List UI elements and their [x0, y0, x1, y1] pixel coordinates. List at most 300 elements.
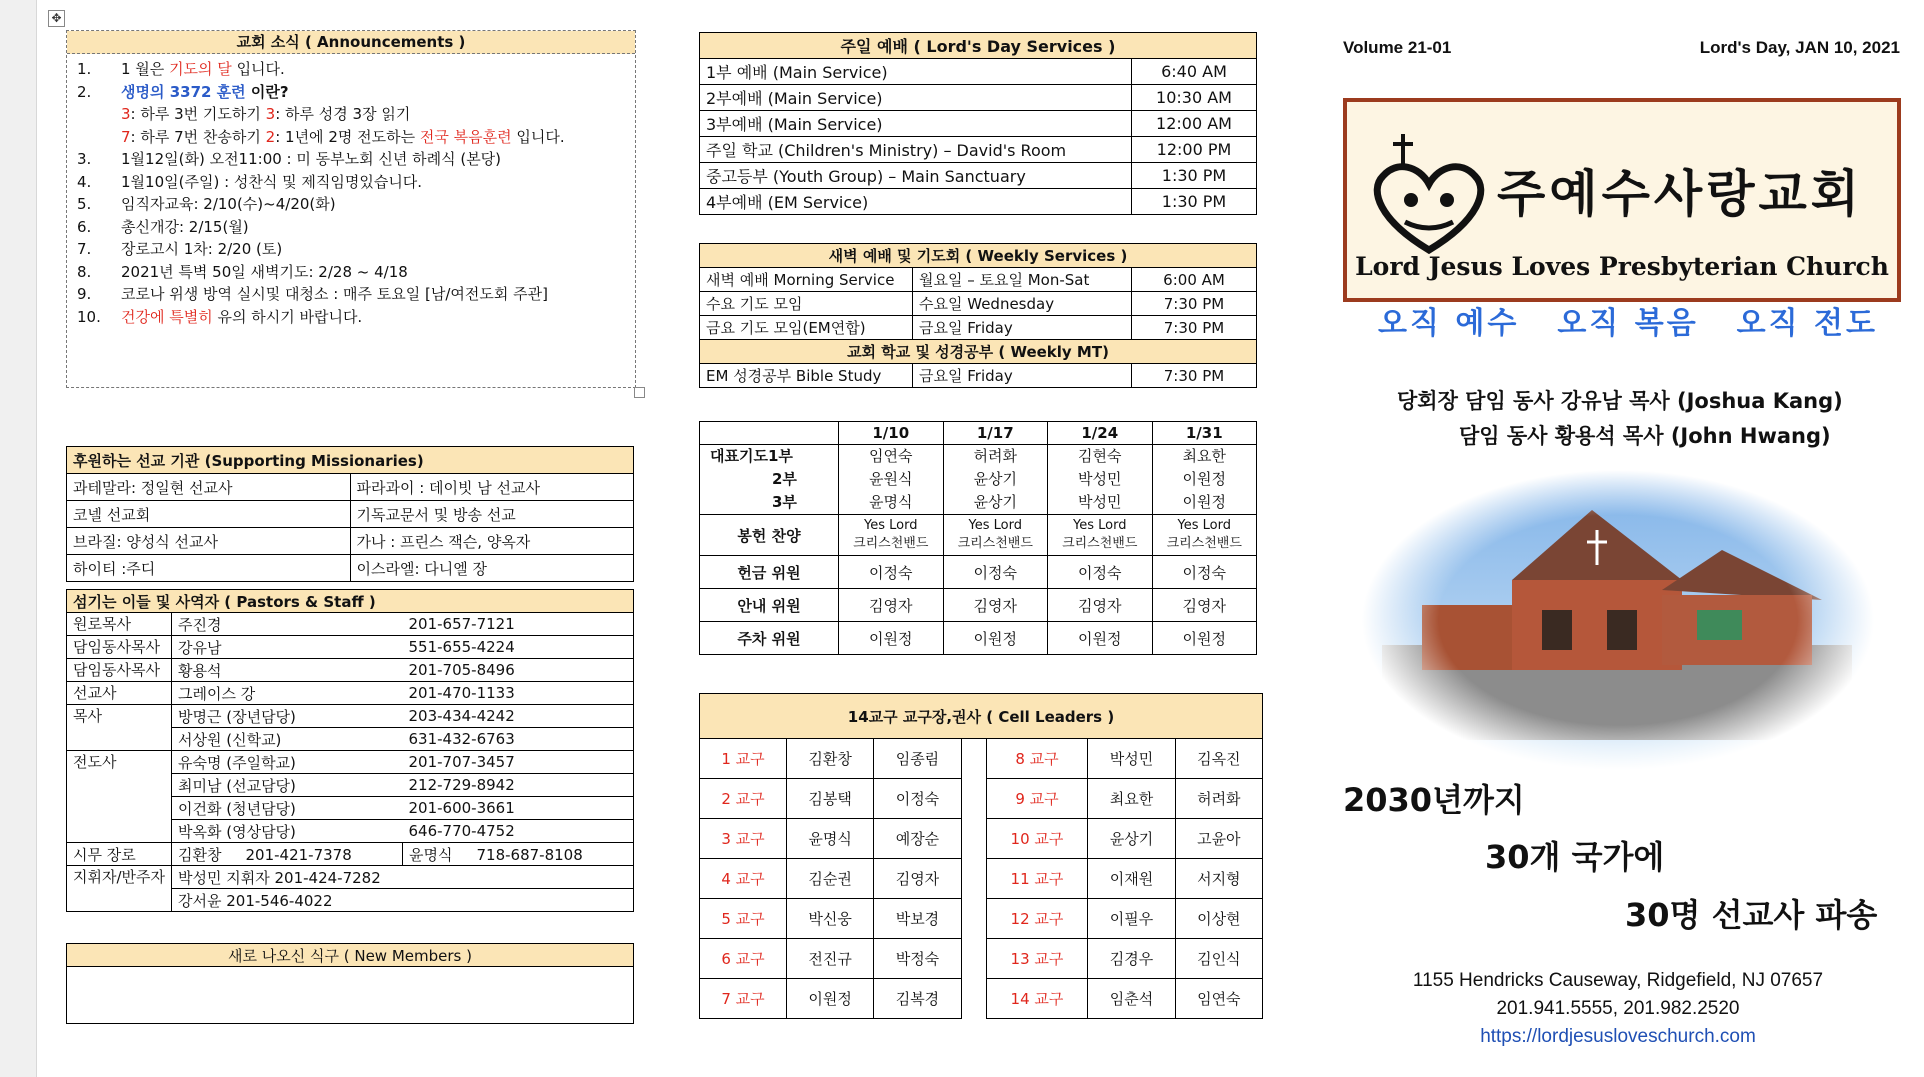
cell-gap — [961, 979, 986, 1019]
cell-number: 10 교구 — [986, 819, 1088, 859]
cell-leader-name: 박신웅 — [787, 899, 874, 939]
missionary-cell: 과테말라: 정일현 선교사 — [67, 474, 351, 501]
announcement-text — [121, 238, 282, 261]
staff-role: 선교사 — [67, 682, 172, 705]
announcement-number — [67, 103, 121, 126]
cell-leader-name: 이원정 — [787, 979, 874, 1019]
announcement-text — [121, 103, 410, 126]
announcement-text-part: 임직자교육: 2/10(수)~4/20(화) — [121, 195, 336, 213]
weekly-title: 새벽 예배 및 기도회 ( Weekly Services ) — [700, 244, 1257, 268]
prayer-label: 3부 — [772, 493, 797, 511]
new-members-table — [66, 943, 634, 1024]
duty-corner — [700, 422, 839, 445]
cell-number: 7 교구 — [700, 979, 787, 1019]
weekly-cell: EM 성경공부 Bible Study — [700, 364, 913, 388]
cell-number: 2 교구 — [700, 779, 787, 819]
missionary-row — [67, 528, 634, 555]
service-time: 1:30 PM — [1132, 189, 1257, 215]
duty-usher-cell: 김영자 — [1152, 589, 1257, 622]
staff-name: 최미남 (선교담당) — [172, 774, 403, 797]
duty-usher-row — [700, 589, 1257, 622]
elder-entry — [403, 843, 634, 866]
prayer-name: 이원정 — [1182, 493, 1226, 511]
announcement-item — [67, 58, 635, 81]
staff-name: 방명근 (장년담당) — [172, 705, 403, 728]
duty-label — [700, 445, 839, 515]
editor-margin — [0, 0, 37, 1077]
missionary-cell: 기독교문서 및 방송 선교 — [350, 501, 634, 528]
staff-role: 시무 장로 — [67, 843, 172, 866]
weekly-row — [700, 316, 1257, 340]
church-website-link[interactable]: https://lordjesusloveschurch.com — [1480, 1026, 1756, 1047]
announcement-text — [121, 148, 501, 171]
service-time: 10:30 AM — [1132, 85, 1257, 111]
cell-number: 11 교구 — [986, 859, 1088, 899]
duty-offering-cell: 이정숙 — [1152, 556, 1257, 589]
service-name: 중고등부 (Youth Group) – Main Sanctuary — [700, 163, 1132, 189]
weekly-row — [700, 268, 1257, 292]
announcement-number: 3. — [77, 150, 92, 168]
weekly-cell: 월요일 – 토요일 Mon-Sat — [913, 268, 1132, 292]
service-row — [700, 85, 1257, 111]
duty-label: 봉헌 찬양 — [700, 515, 839, 556]
missionaries-table — [66, 446, 634, 582]
announcements-list — [67, 58, 635, 328]
cell-leader-name: 허려화 — [1175, 779, 1262, 819]
senior-pastor-line: 당회장 담임 동사 강유남 목사 (Joshua Kang) — [1397, 389, 1843, 413]
duty-prayer-cell — [1152, 445, 1257, 515]
cell-leader-name: 김순권 — [787, 859, 874, 899]
new-members-body — [67, 967, 634, 1024]
cell-gap — [961, 859, 986, 899]
missionary-cell: 하이티 :주디 — [67, 555, 351, 582]
logo-english-name: Lord Jesus Loves Presbyterian Church — [1355, 252, 1889, 281]
elder-name: 김환창 — [178, 845, 222, 864]
service-row — [700, 111, 1257, 137]
heart-cross-logo-icon — [1369, 130, 1489, 260]
service-name: 4부예배 (EM Service) — [700, 189, 1132, 215]
staff-role: 담임동사목사 — [67, 636, 172, 659]
announcement-text — [121, 283, 548, 306]
choir-text: Yes Lord — [864, 518, 918, 533]
service-time: 1:30 PM — [1132, 163, 1257, 189]
prayer-name: 윤상기 — [973, 470, 1017, 488]
service-name: 1부 예배 (Main Service) — [700, 59, 1132, 85]
missionaries-title: 후원하는 선교 기관 (Supporting Missionaries) — [67, 447, 634, 474]
prayer-label: 2부 — [772, 470, 797, 488]
announcement-item — [67, 103, 635, 126]
staff-name: 박옥화 (영상담당) — [172, 820, 403, 843]
staff-role: 지휘자/반주자 — [67, 866, 172, 912]
duty-label: 주차 위원 — [700, 622, 839, 655]
duty-date: 1/17 — [943, 422, 1048, 445]
announcement-text — [121, 58, 285, 81]
staff-row — [67, 636, 634, 659]
staff-phone: 631-432-6763 — [403, 728, 634, 751]
cell-gap — [961, 939, 986, 979]
cell-leader-name: 임연숙 — [1175, 979, 1262, 1019]
missionary-cell: 파라과이 : 데이빗 남 선교사 — [350, 474, 634, 501]
announcement-number: 8. — [77, 262, 92, 281]
announcement-item — [67, 81, 635, 104]
prayer-name: 윤상기 — [973, 493, 1017, 511]
cell-number: 3 교구 — [700, 819, 787, 859]
cell-leader-name: 김옥진 — [1175, 739, 1262, 779]
prayer-name: 이원정 — [1182, 470, 1226, 488]
announcement-text-part: : 하루 성경 3장 읽기 — [275, 105, 411, 123]
duty-parking-cell: 이원정 — [943, 622, 1048, 655]
duty-parking-cell: 이원정 — [1152, 622, 1257, 655]
leader-row — [67, 866, 634, 889]
church-address: 1155 Hendricks Causeway, Ridgefield, NJ 07657 — [1412, 970, 1824, 991]
staff-row — [67, 751, 634, 774]
cell-leader-name: 임춘석 — [1088, 979, 1175, 1019]
cell-row — [700, 899, 1263, 939]
cell-number: 6 교구 — [700, 939, 787, 979]
cell-leader-name: 고윤아 — [1175, 819, 1262, 859]
choir-text: Yes Lord — [1073, 518, 1127, 533]
duty-offering-row — [700, 556, 1257, 589]
service-time: 12:00 AM — [1132, 111, 1257, 137]
duty-header-row — [700, 422, 1257, 445]
cell-leader-name: 김영자 — [874, 859, 961, 899]
cell-number: 9 교구 — [986, 779, 1088, 819]
announcement-item — [67, 261, 635, 284]
staff-phone: 203-434-4242 — [403, 705, 634, 728]
cell-row — [700, 779, 1263, 819]
prayer-name: 최요한 — [1182, 447, 1226, 465]
announcement-item — [67, 306, 635, 329]
announcement-text-part: 3 — [265, 105, 276, 123]
volume-label: Volume 21-01 — [1343, 38, 1452, 57]
prayer-name: 허려화 — [973, 447, 1017, 465]
cell-leader-name: 김인식 — [1175, 939, 1262, 979]
staff-row — [67, 682, 634, 705]
announcement-text-part: 장로고시 1차: 2/20 (토) — [121, 240, 283, 258]
announcement-text-part: 입니다. — [511, 127, 565, 146]
duty-prayer-cell — [943, 445, 1048, 515]
cell-row — [700, 939, 1263, 979]
weekly-cell: 7:30 PM — [1132, 316, 1257, 340]
announcement-text-part: 생명의 3372 훈련 — [121, 82, 246, 101]
duty-choir-cell — [1152, 515, 1257, 556]
duty-label: 헌금 위원 — [700, 556, 839, 589]
cell-leader-name: 이필우 — [1088, 899, 1175, 939]
announcement-item — [67, 283, 635, 306]
staff-name: 주진경 — [172, 613, 403, 636]
cell-leader-name: 김복경 — [874, 979, 961, 1019]
cell-number: 14 교구 — [986, 979, 1088, 1019]
prayer-name: 윤명식 — [869, 493, 913, 511]
elder-entry — [172, 843, 403, 866]
weekly-subheader-row — [700, 340, 1257, 364]
cell-number: 4 교구 — [700, 859, 787, 899]
staff-role: 원로목사 — [67, 613, 172, 636]
announcement-text-part: 총신개강: 2/15(월) — [121, 217, 249, 236]
weekly-cell: 금요 기도 모임(EM연합) — [700, 316, 913, 340]
staff-phone: 201-600-3661 — [403, 797, 634, 820]
cell-leader-name: 이정숙 — [874, 779, 961, 819]
cell-leader-name: 김환창 — [787, 739, 874, 779]
weekly-row — [700, 364, 1257, 388]
cell-leader-name: 윤상기 — [1088, 819, 1175, 859]
cell-number: 13 교구 — [986, 939, 1088, 979]
announcement-text-part: 1 월은 — [121, 60, 170, 78]
staff-phone: 551-655-4224 — [403, 636, 634, 659]
cell-row — [700, 819, 1263, 859]
duty-choir-row — [700, 515, 1257, 556]
slogan-3: 오직 전도 — [1736, 306, 1878, 341]
missionary-cell: 가나 : 프린스 잭슨, 양옥자 — [350, 528, 634, 555]
announcement-item — [67, 126, 635, 149]
church-logo — [1343, 98, 1901, 302]
prayer-name: 임연숙 — [869, 447, 913, 465]
choir-text: Yes Lord — [968, 518, 1022, 533]
staff-row — [67, 659, 634, 682]
resize-handle[interactable] — [634, 387, 645, 398]
announcement-number: 9. — [77, 285, 92, 303]
staff-table — [66, 589, 634, 912]
leader-entry: 강서윤 201-546-4022 — [172, 889, 634, 912]
service-row — [700, 163, 1257, 189]
cell-row — [700, 979, 1263, 1019]
announcement-text-part: : 1년에 2명 전도하는 — [275, 127, 420, 146]
announcement-text-part: : 하루 3번 기도하기 — [130, 105, 266, 123]
announcement-item — [67, 238, 635, 261]
prayer-name: 박성민 — [1078, 493, 1122, 511]
duty-parking-row — [700, 622, 1257, 655]
announcement-text — [121, 216, 249, 239]
cell-gap — [961, 899, 986, 939]
weekly-cell: 7:30 PM — [1132, 292, 1257, 316]
weekly-cell: 6:00 AM — [1132, 268, 1257, 292]
duty-date: 1/31 — [1152, 422, 1257, 445]
elder-phone: 718-687-8108 — [476, 845, 583, 864]
staff-title: 섬기는 이들 및 사역자 ( Pastors & Staff ) — [67, 590, 634, 613]
missionary-cell: 브라질: 양성식 선교사 — [67, 528, 351, 555]
church-building-photo — [1362, 470, 1874, 770]
announcement-text — [121, 126, 565, 149]
announcement-text-part: 유의 하시기 바랍니다. — [212, 307, 363, 326]
missionary-cell: 코넬 선교회 — [67, 501, 351, 528]
announcement-number: 7. — [77, 240, 92, 258]
duty-prayer-cell — [839, 445, 944, 515]
announcement-number — [67, 126, 121, 149]
co-pastor-line: 담임 동사 황용석 목사 (John Hwang) — [1459, 424, 1831, 448]
duty-choir-cell — [943, 515, 1048, 556]
duty-usher-cell: 김영자 — [943, 589, 1048, 622]
announcement-text-part: 7 — [121, 127, 131, 146]
announcement-item — [67, 193, 635, 216]
staff-phone: 201-657-7121 — [403, 613, 634, 636]
cell-leaders-table — [699, 693, 1263, 1019]
cell-gap — [961, 739, 986, 779]
church-phone: 201.941.5555, 201.982.2520 — [1496, 998, 1740, 1019]
announcement-text-part: 입니다. — [231, 60, 285, 78]
slogans — [1378, 298, 1878, 342]
prayer-name: 박성민 — [1078, 470, 1122, 488]
announcements-title: 교회 소식 ( Announcements ) — [67, 31, 635, 54]
duty-prayer-row — [700, 445, 1257, 515]
choir-text: 크리스천밴드 — [1166, 536, 1242, 551]
announcement-item — [67, 216, 635, 239]
cell-leader-name: 박성민 — [1088, 739, 1175, 779]
announcement-text — [121, 261, 408, 284]
new-members-title: 새로 나오신 식구 ( New Members ) — [67, 944, 634, 967]
staff-role: 전도사 — [67, 751, 172, 843]
slogan-2: 오직 복음 — [1557, 306, 1699, 341]
cell-leader-name: 전진규 — [787, 939, 874, 979]
duty-usher-cell: 김영자 — [839, 589, 944, 622]
weekly-subtitle: 교회 학교 및 성경공부 ( Weekly MT) — [700, 340, 1257, 364]
weekly-cell: 7:30 PM — [1132, 364, 1257, 388]
staff-row — [67, 613, 634, 636]
duty-prayer-cell — [1048, 445, 1153, 515]
prayer-name: 윤원식 — [869, 470, 913, 488]
announcement-text — [121, 81, 289, 104]
announcement-text-part: 건강에 특별히 — [121, 307, 213, 326]
weekly-services-table — [699, 243, 1257, 388]
staff-name: 이건화 (청년담당) — [172, 797, 403, 820]
cell-leader-name: 김봉택 — [787, 779, 874, 819]
staff-phone: 646-770-4752 — [403, 820, 634, 843]
weekly-cell: 수요일 Wednesday — [913, 292, 1132, 316]
announcement-text-part: 코로나 위생 방역 실시및 대청소 : 매주 토요일 [남/여전도회 주관] — [121, 285, 548, 303]
staff-phone: 212-729-8942 — [403, 774, 634, 797]
service-row — [700, 59, 1257, 85]
cell-leader-name: 최요한 — [1088, 779, 1175, 819]
announcement-number: 6. — [77, 217, 92, 236]
weekly-cell: 수요 기도 모임 — [700, 292, 913, 316]
slogan-1: 오직 예수 — [1378, 306, 1520, 341]
services-title: 주일 예배 ( Lord's Day Services ) — [700, 33, 1257, 59]
duty-roster-table — [699, 421, 1257, 655]
missionary-cell: 이스라엘: 다니엘 장 — [350, 555, 634, 582]
cell-leader-name: 이재원 — [1088, 859, 1175, 899]
staff-role: 목사 — [67, 705, 172, 751]
staff-phone: 201-470-1133 — [403, 682, 634, 705]
cell-number: 8 교구 — [986, 739, 1088, 779]
announcement-number: 2. — [77, 82, 92, 101]
service-name: 3부예배 (Main Service) — [700, 111, 1132, 137]
weekly-cell: 새벽 예배 Morning Service — [700, 268, 913, 292]
announcement-text-part: 전국 복음훈련 — [419, 127, 512, 146]
duty-usher-cell: 김영자 — [1048, 589, 1153, 622]
cell-row — [700, 739, 1263, 779]
weekly-cell: 금요일 Friday — [913, 364, 1132, 388]
announcement-text-part: : 하루 7번 찬송하기 — [130, 127, 266, 146]
staff-name: 서상원 (신학교) — [172, 728, 403, 751]
cell-number: 12 교구 — [986, 899, 1088, 939]
cell-leader-name: 이상현 — [1175, 899, 1262, 939]
prayer-name: 김현숙 — [1078, 447, 1122, 465]
cell-leader-name: 박정숙 — [874, 939, 961, 979]
announcement-text — [121, 171, 422, 194]
announcement-text — [121, 306, 362, 329]
service-name: 2부예배 (Main Service) — [700, 85, 1132, 111]
announcement-text-part: 1월12일(화) 오전11:00 : 미 동부노회 신년 하례식 (본당) — [121, 150, 502, 168]
cell-title: 14교구 교구장,권사 ( Cell Leaders ) — [700, 694, 1263, 739]
elder-row — [67, 843, 634, 866]
announcement-item — [67, 148, 635, 171]
missionary-row — [67, 555, 634, 582]
announcement-text — [121, 193, 336, 216]
cell-number: 1 교구 — [700, 739, 787, 779]
announcement-text-part: 2021년 특벽 50일 새벽기도: 2/28 ~ 4/18 — [121, 262, 408, 281]
duty-parking-cell: 이원정 — [839, 622, 944, 655]
choir-text: 크리스천밴드 — [1062, 536, 1138, 551]
cell-leader-name: 윤명식 — [787, 819, 874, 859]
staff-phone: 201-707-3457 — [403, 751, 634, 774]
vision-line-3: 30명 선교사 파송 — [1625, 896, 1878, 934]
cell-number: 5 교구 — [700, 899, 787, 939]
duty-offering-cell: 이정숙 — [1048, 556, 1153, 589]
table-move-handle-icon[interactable]: ✥ — [48, 10, 65, 27]
staff-name: 황용석 — [172, 659, 403, 682]
prayer-label: 대표기도1부 — [710, 447, 793, 465]
cell-leader-name: 서지형 — [1175, 859, 1262, 899]
elder-phone: 201-421-7378 — [245, 845, 352, 864]
duty-label: 안내 위원 — [700, 589, 839, 622]
vision-line-2: 30개 국가에 — [1485, 838, 1665, 876]
announcement-number: 10. — [77, 307, 101, 326]
weekly-row — [700, 292, 1257, 316]
missionary-row — [67, 501, 634, 528]
announcement-number: 1. — [77, 60, 92, 78]
service-time: 12:00 PM — [1132, 137, 1257, 163]
announcement-text-part: 3 — [121, 105, 131, 123]
duty-parking-cell: 이원정 — [1048, 622, 1153, 655]
missionary-row — [67, 474, 634, 501]
announcement-item — [67, 171, 635, 194]
bulletin-date: Lord's Day, JAN 10, 2021 — [1699, 38, 1900, 57]
announcement-number: 5. — [77, 195, 92, 213]
duty-offering-cell: 이정숙 — [839, 556, 944, 589]
choir-text: 크리스천밴드 — [957, 536, 1033, 551]
announcement-text-part: 2 — [265, 127, 276, 146]
staff-role: 담임동사목사 — [67, 659, 172, 682]
duty-choir-cell — [1048, 515, 1153, 556]
service-row — [700, 137, 1257, 163]
duty-choir-cell — [839, 515, 944, 556]
staff-name: 그레이스 강 — [172, 682, 403, 705]
service-name: 주일 학교 (Children's Ministry) – David's Room — [700, 137, 1132, 163]
vision-line-1: 2030년까지 — [1343, 781, 1525, 819]
cell-row — [700, 859, 1263, 899]
duty-offering-cell: 이정숙 — [943, 556, 1048, 589]
announcements-box — [66, 30, 636, 388]
staff-name: 강유남 — [172, 636, 403, 659]
staff-phone: 201-705-8496 — [403, 659, 634, 682]
staff-name: 유숙명 (주일학교) — [172, 751, 403, 774]
announcement-number: 4. — [77, 172, 92, 191]
cell-leader-name: 임종림 — [874, 739, 961, 779]
duty-date: 1/24 — [1048, 422, 1153, 445]
announcement-text-part: 이란? — [245, 82, 289, 101]
cell-gap — [961, 819, 986, 859]
cell-leader-name: 박보경 — [874, 899, 961, 939]
service-row — [700, 189, 1257, 215]
cell-leader-name: 김경우 — [1088, 939, 1175, 979]
service-time: 6:40 AM — [1132, 59, 1257, 85]
sunday-services-table — [699, 32, 1257, 215]
weekly-cell: 금요일 Friday — [913, 316, 1132, 340]
elder-name: 윤명식 — [409, 845, 453, 864]
leader-entry: 박성민 지휘자 201-424-7282 — [172, 866, 634, 889]
cell-gap — [961, 779, 986, 819]
staff-row — [67, 705, 634, 728]
duty-date: 1/10 — [839, 422, 944, 445]
